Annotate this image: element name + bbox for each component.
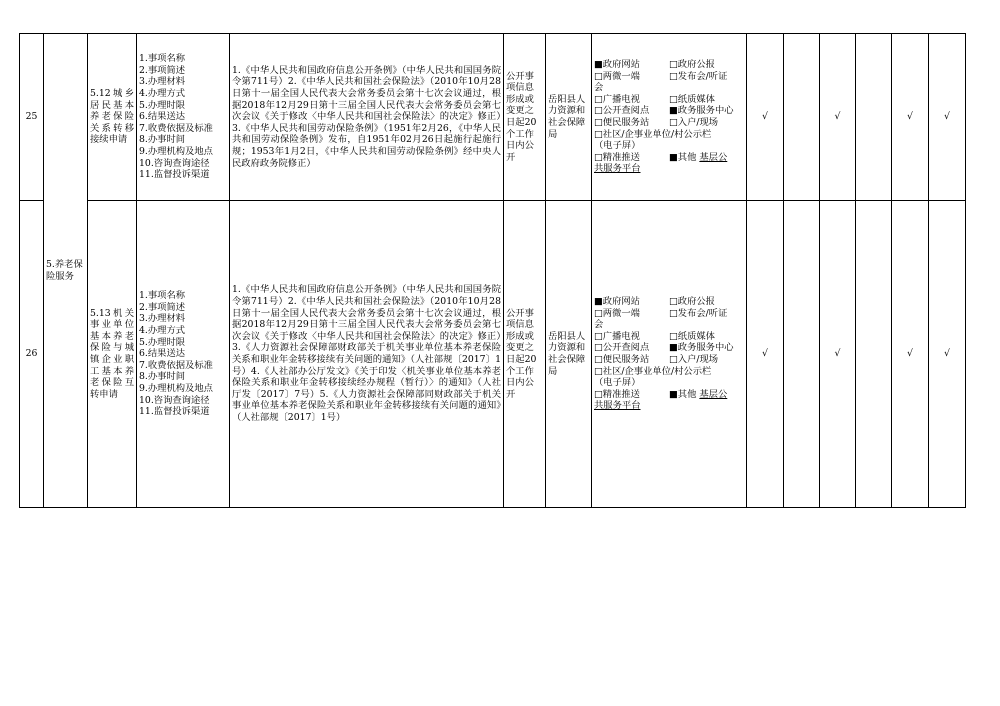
channel-option: □发布会/听证 [669,307,728,319]
channel-other-text: 基层公 [699,388,728,400]
element-item: 1.事项名称 [139,53,186,65]
channel-option: □便民服务站 [594,354,650,365]
legal-basis: 1.《中华人民共和国政府信息公开条例》（中华人民共和国国务院令第711号）2.《中华人民共和国社会保险法》（2010年10月28日第十一届全国人民代表大会常务委员会第十七次会议通过，根据2018年12月29日第十三届全国人民代表大会常务委员会第七次会议《关于修改〈中华人民共和国社会保险法〉的决定》修正）3.《人力资源社会保障部财政部关于机关事业单位基本养老保险关系和职业年金转移接续有关问题的通知》（人社部规〔2017〕1号）4.《人社部办公厅发文》《关于印发〈机关事业单位基本养老保险关系和职业年金转移接续经办规程（暂行）〉的通知》（人社厅发〔2017〕7号）5.《人力资源社会保障部同财政部关于机关事业单位基本养老保险关系和职业年金转移接续有关问题的通知》（人社部规〔2017〕1号） [230,201,504,508]
element-item: 7.收费依据及标准 [139,122,213,134]
element-item: 2.事项简述 [139,301,186,313]
channel-option: □广播电视 [594,330,640,342]
channel-option: □纸质媒体 [669,330,715,342]
channel-option: ■政务服务中心 [669,105,734,117]
disclosure-channels [592,34,747,201]
element-item: 6.结果送达 [139,111,186,123]
element-item: 8.办事时间 [139,371,186,383]
element-item: 9.办理机构及地点 [139,382,213,394]
element-item: 9.办理机构及地点 [139,145,213,157]
channel-option: □两微一端 [594,70,640,82]
channel-option: ■其他 [669,151,697,163]
check-cell: √ [820,34,856,201]
item-name: 5.13机关事业单位基本养老保险与城镇企业职工基本养老保险互转申请 [88,201,137,508]
check-cell [784,201,820,508]
channel-option-wrap: （电子屏） [594,377,641,389]
channel-option: □两微一端 [594,307,640,319]
channel-option: □精准推送 [594,388,640,400]
element-item: 10.咨询查询途径 [139,394,210,406]
check-cell: √ [929,34,966,201]
element-item: 6.结果送达 [139,348,186,360]
channel-option-wrap: （电子屏） [594,140,641,152]
element-item: 8.办事时间 [139,134,186,146]
element-item: 4.办理方式 [139,88,186,100]
check-cell: √ [747,34,784,201]
element-item: 2.事项简述 [139,64,186,76]
element-item: 7.收费依据及标准 [139,359,213,371]
element-item: 4.办理方式 [139,325,186,337]
channel-option: ■其他 [669,388,697,400]
element-item: 11.监督投诉渠道 [139,169,210,181]
channel-option-wrap: 会 [594,319,604,331]
element-item: 5.办理时限 [139,99,186,111]
channel-other-text: 共服务平台 [594,400,641,412]
disclosure-channels [592,201,747,508]
item-name: 5.12城乡居民基本养老保险关系转移接续申请 [88,34,137,201]
element-item: 5.办理时限 [139,336,186,348]
table-row [20,34,966,201]
disclosure-elements [137,34,230,201]
check-cell [856,34,892,201]
channel-option: □政府公报 [669,296,715,308]
element-item: 10.咨询查询途径 [139,157,210,169]
channel-option: □政府公报 [669,59,715,71]
channel-option: □公开查阅点 [594,105,650,117]
row-number: 26 [20,201,44,508]
responsible-department: 岳阳县人力资源和社会保障局 [546,201,592,508]
check-cell [784,34,820,201]
check-cell: √ [892,34,929,201]
channel-option: □广播电视 [594,93,640,105]
legal-basis: 1.《中华人民共和国政府信息公开条例》（中华人民共和国国务院令第711号）2.《中华人民共和国社会保险法》（2010年10月28日第十一届全国人民代表大会常务委员会第十七次会议通过，根据2018年12月29日第十三届全国人民代表大会常务委员会第七次会议《关于修改〈中华人民共和国社会保险法〉的决定》修正）3.《中华人民共和国劳动保险条例》（1951年2月26，《中华人民共和国劳动保险条例》发布，自1951年02月26日起施行起施行规；1953年1月2日，《中华人民共和国劳动保险条例》经中央人民政府政务院修正） [230,34,504,201]
element-item: 1.事项名称 [139,290,186,302]
channel-option: □入户/现场 [669,354,719,365]
disclosure-timeline: 公开事项信息形成或变更之日起20个工作日内公开 [504,34,546,201]
channel-option-wrap: 会 [594,82,604,94]
check-cell: √ [747,201,784,508]
channel-option: □社区/企事业单位/村公示栏 [594,128,712,140]
element-item: 3.办理材料 [139,313,186,325]
element-item: 3.办理材料 [139,76,186,88]
disclosure-timeline: 公开事项信息形成或变更之日起20个工作日内公开 [504,201,546,508]
channel-option: □纸质媒体 [669,93,715,105]
row-number: 25 [20,34,44,201]
table-row [20,201,966,508]
check-cell: √ [892,201,929,508]
check-cell: √ [820,201,856,508]
category-cell [44,34,88,508]
channel-option: ■政府网站 [594,296,640,308]
responsible-department: 岳阳县人力资源和社会保障局 [546,34,592,201]
check-cell [856,201,892,508]
channel-option: ■政府网站 [594,59,640,71]
channel-other-text: 基层公 [699,151,728,163]
channel-option: □精准推送 [594,151,640,163]
channel-option: □便民服务站 [594,117,650,128]
element-item: 11.监督投诉渠道 [139,406,210,418]
channel-option: □入户/现场 [669,117,719,128]
channel-option: ■政务服务中心 [669,342,734,354]
channel-option: □社区/企事业单位/村公示栏 [594,365,712,377]
category-label: 5.养老保险服务 [46,258,83,282]
check-cell: √ [929,201,966,508]
channel-option: □发布会/听证 [669,70,728,82]
disclosure-table [19,33,966,508]
disclosure-elements [137,201,230,508]
channel-option: □公开查阅点 [594,342,650,354]
channel-other-text: 共服务平台 [594,163,641,175]
